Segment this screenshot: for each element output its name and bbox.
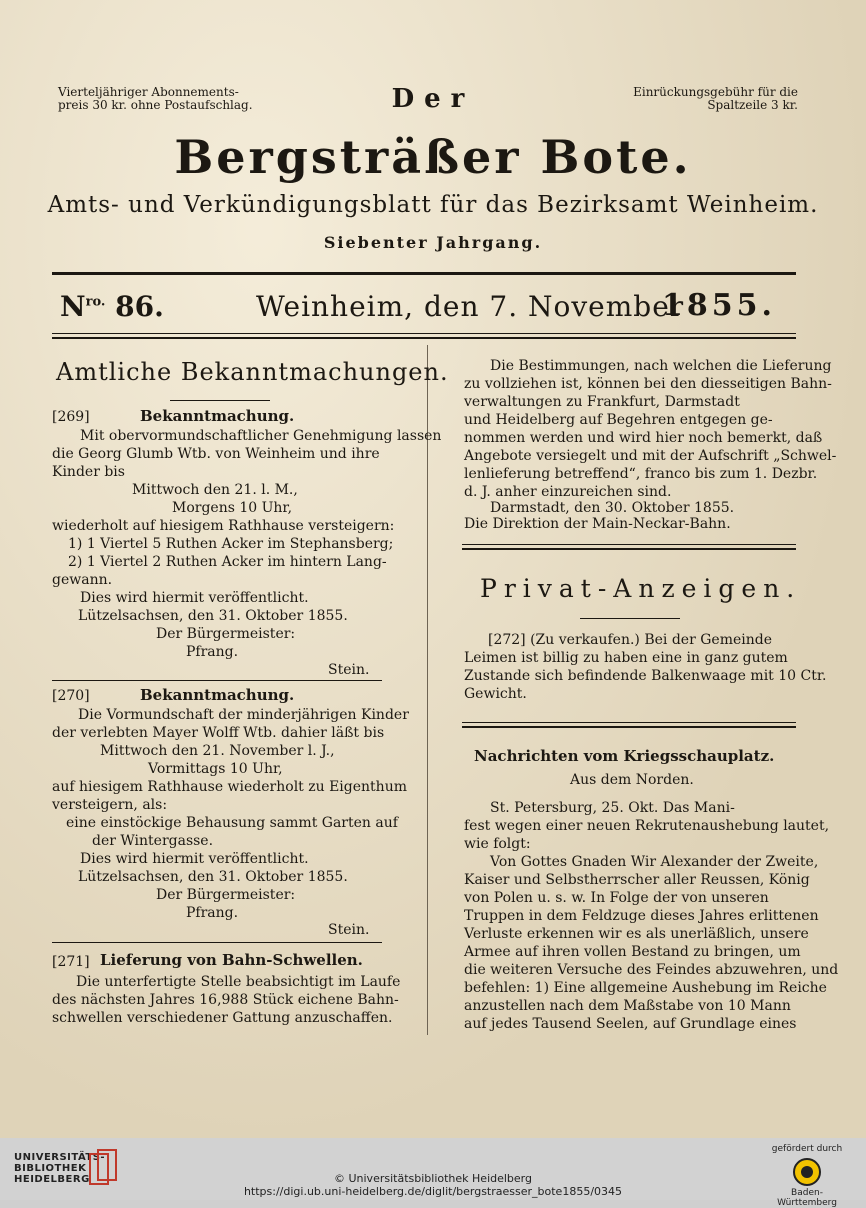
subscription-line-1: Vierteljähriger Abonnements- xyxy=(58,85,239,99)
issue-rule-top xyxy=(52,333,796,334)
notice-269-heading: Bekanntmachung. xyxy=(140,407,295,425)
notice-269-line: Mittwoch den 21. l. M., xyxy=(132,482,298,498)
notice-270-line: Pfrang. xyxy=(186,905,239,921)
insertion-fee-line-2: Spaltzeile 3 kr. xyxy=(707,98,798,112)
continued-line: und Heidelberg auf Begehren entgegen ge- xyxy=(464,412,773,428)
notice-269-line: 1) 1 Viertel 5 Ruthen Acker im Stephansberg; xyxy=(68,536,394,552)
subscription-line-2: preis 30 kr. ohne Postaufschlag. xyxy=(58,98,253,112)
continued-line: zu vollziehen ist, können bei den diesseitigen Bahn- xyxy=(464,376,832,392)
notice-269-line: Kinder bis xyxy=(52,464,125,480)
notice-271-heading: Lieferung von Bahn-Schwellen. xyxy=(100,951,363,969)
news-line: wie folgt: xyxy=(464,836,531,852)
notice-271-line: des nächsten Jahres 16,988 Stück eichene Bahn- xyxy=(52,992,399,1008)
continued-line: verwaltungen zu Frankfurt, Darmstadt xyxy=(464,394,740,410)
state-seal-icon xyxy=(793,1158,821,1186)
news-line: Verluste erkennen wir es als unerläßlich, unsere xyxy=(464,926,809,942)
notice-270-line: der verlebten Mayer Wolff Wtb. dahier läßt bis xyxy=(52,725,385,741)
masthead-article: Der xyxy=(391,84,475,114)
notice-272-line: Gewicht. xyxy=(464,686,527,702)
newspaper-title: Bergsträßer Bote. xyxy=(174,130,692,184)
news-line: von Polen u. s. w. In Folge der von unseren xyxy=(464,890,769,906)
newspaper-subtitle: Amts- und Verkündigungsblatt für das Bezirksamt Weinheim. xyxy=(47,192,819,218)
library-logo-line-1: UNIVERSITÄTS- xyxy=(14,1152,106,1163)
notice-divider xyxy=(52,942,382,943)
news-line: Von Gottes Gnaden Wir Alexander der Zweite, xyxy=(490,854,819,870)
news-line: Truppen in dem Feldzuge dieses Jahres erlittenen xyxy=(464,908,819,924)
notice-271-line: Die unterfertigte Stelle beabsichtigt im Laufe xyxy=(76,974,401,990)
section-title-official: Amtliche Bekanntmachungen. xyxy=(56,358,449,386)
issue-rule-bottom xyxy=(52,337,796,339)
library-logo-line-3: HEIDELBERG xyxy=(14,1174,90,1185)
notice-272-line: Zustande sich befindende Balkenwaage mit 10 Ctr. xyxy=(464,668,827,684)
news-line: die weiteren Versuche des Feindes abzuwehren, und xyxy=(464,962,839,978)
news-line: fest wegen einer neuen Rekrutenaushebung lautet, xyxy=(464,818,830,834)
notice-272-line: [272] (Zu verkaufen.) Bei der Gemeinde xyxy=(488,632,772,648)
issue-number-value: 86. xyxy=(115,290,164,323)
permalink-url[interactable]: https://digi.ub.uni-heidelberg.de/diglit/bergstraesser_bote1855/0345 xyxy=(243,1185,623,1198)
section-divider xyxy=(170,400,270,401)
notice-269-line: 2) 1 Viertel 2 Ruthen Acker im hintern Lang- xyxy=(68,554,387,570)
notice-divider xyxy=(52,680,382,681)
section-rule xyxy=(462,726,796,728)
column-divider xyxy=(427,345,428,1035)
continued-line: Darmstadt, den 30. Oktober 1855. xyxy=(490,500,735,516)
notice-270-line: Der Bürgermeister: xyxy=(156,887,296,903)
notice-269-line: gewann. xyxy=(52,572,113,588)
news-line: auf jedes Tausend Seelen, auf Grundlage eines xyxy=(464,1016,797,1032)
news-line: Kaiser und Selbstherrscher aller Reussen, König xyxy=(464,872,810,888)
notice-270-line: versteigern, als: xyxy=(52,797,168,813)
sponsor-name: Baden-Württemberg xyxy=(777,1188,837,1208)
section-divider xyxy=(580,618,680,619)
continued-line: nommen werden und wird hier noch bemerkt, daß xyxy=(464,430,823,446)
notice-270-heading: Bekanntmachung. xyxy=(140,686,295,704)
copyright-text: © Universitätsbibliothek Heidelberg xyxy=(333,1172,532,1185)
library-logo-line-2: BIBLIOTHEK xyxy=(14,1163,87,1174)
news-line: St. Petersburg, 25. Okt. Das Mani- xyxy=(490,800,735,816)
issue-number xyxy=(60,290,164,323)
copyright-block xyxy=(0,1172,866,1198)
notice-269-line: Stein. xyxy=(328,662,370,678)
notice-270-line: Stein. xyxy=(328,922,370,938)
notice-270-line: Die Vormundschaft der minderjährigen Kinder xyxy=(78,707,409,723)
notice-271-number: [271] xyxy=(52,954,90,970)
notice-270-line: Mittwoch den 21. November l. J., xyxy=(100,743,335,759)
notice-272-line: Leimen ist billig zu haben eine in ganz gutem xyxy=(464,650,788,666)
section-rule xyxy=(462,548,796,550)
notice-269-number: [269] xyxy=(52,409,90,425)
news-line: Armee auf ihren vollen Bestand zu bringen, um xyxy=(464,944,801,960)
notice-269-line: Mit obervormundschaftlicher Genehmigung lassen xyxy=(80,428,442,444)
sponsor-label: gefördert durch xyxy=(771,1144,843,1154)
notice-269-line: Morgens 10 Uhr, xyxy=(172,500,293,516)
notice-269-line: Der Bürgermeister: xyxy=(156,626,296,642)
insertion-fee-line-1: Einrückungsgebühr für die xyxy=(633,85,798,99)
notice-270-line: eine einstöckige Behausung sammt Garten auf xyxy=(66,815,398,831)
notice-269-line: Dies wird hiermit veröffentlicht. xyxy=(80,590,309,606)
notice-270-line: Vormittags 10 Uhr, xyxy=(148,761,283,777)
continued-line: Die Direktion der Main-Neckar-Bahn. xyxy=(464,516,731,532)
section-rule xyxy=(462,544,796,545)
notice-270-line: Dies wird hiermit veröffentlicht. xyxy=(80,851,309,867)
notice-269-line: Pfrang. xyxy=(186,644,239,660)
notice-270-line: auf hiesigem Rathhause wiederholt zu Eigenthum xyxy=(52,779,407,795)
issue-number-sup: ro. xyxy=(85,294,106,310)
sponsor-block xyxy=(762,1144,852,1208)
volume-label: Siebenter Jahrgang. xyxy=(323,233,543,252)
notice-269-line: Lützelsachsen, den 31. Oktober 1855. xyxy=(78,608,348,624)
masthead-rule xyxy=(52,272,796,275)
issue-place-date: Weinheim, den 7. November xyxy=(256,290,685,323)
notice-270-number: [270] xyxy=(52,688,90,704)
continued-line: Angebote versiegelt und mit der Aufschrift „Schwel- xyxy=(464,448,837,464)
continued-line: Die Bestimmungen, nach welchen die Lieferung xyxy=(490,358,832,374)
notice-269-line: wiederholt auf hiesigem Rathhause versteigern: xyxy=(52,518,395,534)
notice-269-line: die Georg Glumb Wtb. von Weinheim und ihre xyxy=(52,446,380,462)
news-line: anzustellen nach dem Maßstabe von 10 Mann xyxy=(464,998,791,1014)
issue-number-prefix: N xyxy=(60,290,86,323)
continued-line: d. J. anher einzureichen sind. xyxy=(464,484,672,500)
continued-line: lenlieferung betreffend“, franco bis zum 1. Dezbr. xyxy=(464,466,818,482)
notice-271-line: schwellen verschiedener Gattung anzuschaffen. xyxy=(52,1010,393,1026)
viewer-footer xyxy=(0,1138,866,1208)
notice-270-line: der Wintergasse. xyxy=(92,833,214,849)
news-line: befehlen: 1) Eine allgemeine Aushebung im Reiche xyxy=(464,980,827,996)
news-subtitle: Aus dem Norden. xyxy=(570,772,694,788)
issue-year: 1855. xyxy=(662,288,776,323)
section-rule xyxy=(462,722,796,723)
news-title: Nachrichten vom Kriegsschauplatz. xyxy=(474,747,775,765)
section-title-private: Privat-Anzeigen. xyxy=(480,574,802,603)
notice-270-line: Lützelsachsen, den 31. Oktober 1855. xyxy=(78,869,348,885)
